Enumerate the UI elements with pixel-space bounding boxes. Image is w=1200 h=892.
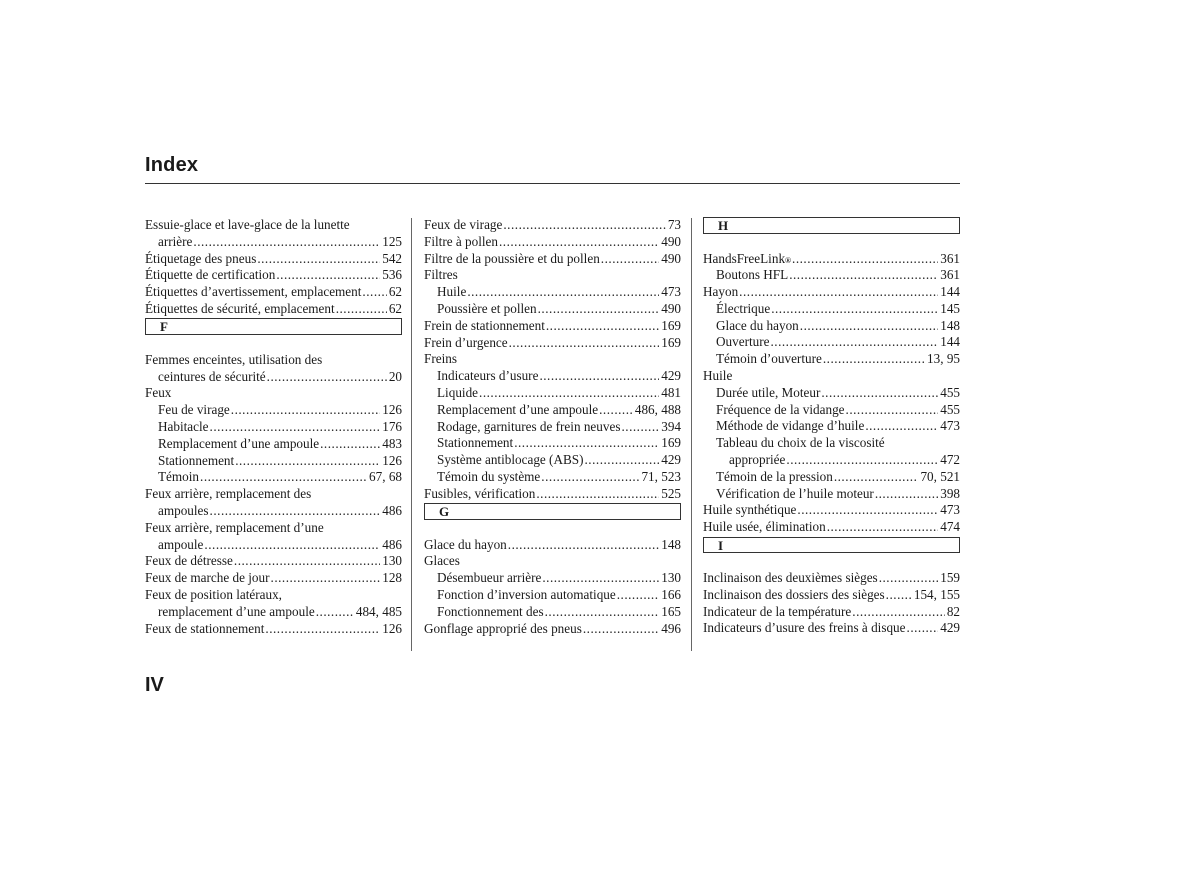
page-reference: 398 <box>940 485 960 501</box>
dot-leader <box>514 435 659 452</box>
section-letter-header <box>703 537 960 554</box>
index-subentry <box>424 587 681 604</box>
index-subentry <box>703 301 960 318</box>
entry-label: Gonflage approprié des pneus <box>424 620 582 636</box>
section-letter: H <box>718 218 729 233</box>
page-reference: 455 <box>940 401 960 417</box>
dot-leader <box>865 418 938 435</box>
dot-leader <box>508 537 659 554</box>
page-reference: 490 <box>661 233 681 249</box>
entry-label: Désembueur arrière <box>437 570 542 586</box>
section-letter: G <box>439 504 450 520</box>
title-rule <box>145 183 960 184</box>
index-subentry <box>424 469 681 486</box>
index-entry <box>703 368 960 385</box>
index-subentry <box>424 368 681 385</box>
entry-label: Filtres <box>424 267 458 283</box>
dot-leader <box>271 570 381 587</box>
index-column-3 <box>703 217 960 637</box>
entry-label: Stationnement <box>437 435 514 451</box>
entry-label: Durée utile, Moteur <box>716 384 821 400</box>
dot-leader <box>545 604 660 621</box>
page-reference: 82 <box>946 603 960 619</box>
entry-label: Ouverture <box>716 334 770 350</box>
page-reference: 128 <box>382 570 402 586</box>
page-reference: 13, 95 <box>927 351 960 367</box>
index-entry <box>145 621 402 638</box>
index-subentry <box>703 418 960 435</box>
index-entry <box>424 234 681 251</box>
entry-label: Fusibles, vérification <box>424 485 536 501</box>
dot-leader <box>509 335 660 352</box>
entry-label: Huile synthétique <box>703 502 797 518</box>
entry-label: Freins <box>424 351 457 367</box>
page-reference: 429 <box>661 368 681 384</box>
index-column-2 <box>424 217 681 637</box>
entry-label: Indicateurs d’usure des freins à disque <box>703 620 906 636</box>
entry-label: Témoin de la pression <box>716 468 833 484</box>
index-entry <box>703 604 960 621</box>
entry-label: Huile <box>437 284 467 300</box>
page-reference: 67, 68 <box>369 469 402 485</box>
dot-leader <box>541 469 639 486</box>
dot-leader <box>536 486 659 503</box>
entry-label: Filtre de la poussière et du pollen <box>424 250 600 266</box>
column-divider <box>411 218 412 651</box>
index-subentry <box>424 402 681 419</box>
entry-label: Fonction d’inversion automatique <box>437 586 616 602</box>
dot-leader <box>786 452 938 469</box>
entry-label: Glace du hayon <box>716 317 799 333</box>
dot-leader <box>583 621 659 638</box>
dot-leader <box>204 537 380 554</box>
page-reference: 145 <box>940 300 960 316</box>
entry-label: Indicateurs d’usure <box>437 368 539 384</box>
entry-label: Huile <box>703 368 733 384</box>
index-entry <box>145 301 402 318</box>
index-column-1 <box>145 217 402 637</box>
index-subentry <box>703 469 960 486</box>
entry-label: Remplacement d’une ampoule <box>437 401 599 417</box>
index-subentry <box>703 318 960 335</box>
dot-leader <box>499 234 659 251</box>
index-entry <box>424 251 681 268</box>
section-letter: I <box>718 537 724 553</box>
index-entry <box>424 486 681 503</box>
index-subentry <box>424 419 681 436</box>
entry-label: Inclinaison des dossiers des sièges <box>703 586 885 602</box>
dot-leader <box>231 402 380 419</box>
dot-leader <box>771 301 938 318</box>
dot-leader <box>479 385 659 402</box>
entry-label: Étiquettes d’avertissement, emplacement <box>145 284 362 300</box>
section-letter-header <box>424 503 681 520</box>
column-divider <box>691 218 692 651</box>
index-subentry <box>145 453 402 470</box>
entry-label: Feux de marche de jour <box>145 570 270 586</box>
page-title: Index <box>145 154 199 176</box>
index-subentry <box>703 267 960 284</box>
page-reference: 429 <box>940 620 960 636</box>
page-reference: 473 <box>661 284 681 300</box>
entry-label: Glace du hayon <box>424 536 507 552</box>
index-subentry <box>424 385 681 402</box>
page-reference: 62 <box>388 284 402 300</box>
index-entry <box>703 502 960 519</box>
page-number: IV <box>145 674 164 696</box>
entry-label: Frein d’urgence <box>424 334 508 350</box>
dot-leader <box>875 486 938 503</box>
entry-label: Femmes enceintes, utilisation des <box>145 351 323 367</box>
index-subentry <box>145 436 402 453</box>
entry-label: Feux de position latéraux, <box>145 586 282 602</box>
entry-label: Liquide <box>437 384 479 400</box>
entry-label: Fréquence de la vidange <box>716 401 845 417</box>
index-subentry <box>703 435 960 452</box>
index-subentry <box>145 234 402 251</box>
dot-leader <box>234 553 380 570</box>
index-subentry <box>424 604 681 621</box>
page-reference: 486 <box>382 536 402 552</box>
index-subentry <box>703 486 960 503</box>
dot-leader <box>316 604 354 621</box>
index-entry <box>424 621 681 638</box>
index-entry <box>424 553 681 570</box>
index-entry <box>145 587 402 604</box>
page-reference: 429 <box>661 452 681 468</box>
index-entry <box>424 537 681 554</box>
dot-leader <box>200 469 367 486</box>
entry-label: Huile usée, élimination <box>703 519 826 535</box>
page-reference: 490 <box>661 300 681 316</box>
entry-label: Stationnement <box>158 452 235 468</box>
page-reference: 484, 485 <box>355 603 402 619</box>
index-subentry <box>703 334 960 351</box>
dot-leader <box>210 503 381 520</box>
entry-label: Essuie-glace et lave-glace de la lunette <box>145 217 350 232</box>
entry-label: Feux arrière, remplacement d’une <box>145 519 324 535</box>
entry-label: Feux arrière, remplacement des <box>145 486 312 502</box>
entry-label: Feux de virage <box>424 217 503 232</box>
page-reference: 154, 155 <box>913 586 960 602</box>
page-reference: 169 <box>661 317 681 333</box>
page-reference: 542 <box>382 250 402 266</box>
section-letter-header <box>703 217 960 234</box>
entry-label: Étiquette de certification <box>145 267 276 283</box>
index-entry <box>145 385 402 402</box>
dot-leader <box>539 368 659 385</box>
page-reference: 486, 488 <box>634 401 681 417</box>
index-subentry <box>145 419 402 436</box>
entry-label: Frein de stationnement <box>424 317 545 333</box>
page-reference: 169 <box>661 435 681 451</box>
index-subentry <box>703 385 960 402</box>
entry-label: Remplacement d’une ampoule <box>158 435 320 451</box>
dot-leader <box>503 217 665 234</box>
page-reference: 126 <box>382 620 402 636</box>
entry-label: Hayon <box>703 284 739 300</box>
entry-label: Poussière et pollen <box>437 300 537 316</box>
page-reference: 496 <box>661 620 681 636</box>
page-reference: 148 <box>940 317 960 333</box>
page-reference: 144 <box>940 284 960 300</box>
entry-label: appropriée <box>729 452 786 468</box>
dot-leader <box>538 301 660 318</box>
page-reference: 71, 523 <box>641 468 681 484</box>
index-subentry <box>424 284 681 301</box>
entry-label: Filtre à pollen <box>424 233 498 249</box>
index-subentry <box>145 503 402 520</box>
entry-label: Feu de virage <box>158 402 230 418</box>
index-entry <box>424 217 681 234</box>
section-letter: F <box>160 319 168 335</box>
entry-label: ceintures de sécurité <box>158 368 266 384</box>
page-reference: 169 <box>661 334 681 350</box>
dot-leader <box>792 251 938 268</box>
dot-leader <box>739 284 938 301</box>
page-reference: 361 <box>940 267 960 283</box>
page-reference: 130 <box>382 553 402 569</box>
page-reference: 536 <box>382 267 402 283</box>
index-entry <box>145 570 402 587</box>
index-entry <box>145 217 402 234</box>
page-reference: 394 <box>661 418 681 434</box>
page-reference: 73 <box>667 217 681 232</box>
entry-label: Vérification de l’huile moteur <box>716 485 874 501</box>
entry-label: Feux de stationnement <box>145 620 265 636</box>
index-entry <box>145 251 402 268</box>
dot-leader <box>276 267 380 284</box>
index-entry <box>424 335 681 352</box>
entry-label: Indicateur de la température <box>703 603 852 619</box>
entry-label: Témoin du système <box>437 468 541 484</box>
entry-label: Système antiblocage (ABS) <box>437 452 584 468</box>
entry-label: Étiquetage des pneus <box>145 250 257 266</box>
dot-leader <box>621 419 659 436</box>
entry-label: Fonctionnement des <box>437 603 544 619</box>
page-reference: 483 <box>382 435 402 451</box>
index-subentry <box>424 570 681 587</box>
index-entry <box>703 570 960 587</box>
page-reference: 455 <box>940 384 960 400</box>
entry-label: Inclinaison des deuxièmes sièges <box>703 570 878 586</box>
index-subentry <box>145 402 402 419</box>
index-entry <box>145 520 402 537</box>
dot-leader <box>599 402 633 419</box>
index-entry <box>145 284 402 301</box>
dot-leader <box>800 318 938 335</box>
section-letter-header <box>145 318 402 335</box>
index-subentry <box>145 469 402 486</box>
index-subentry <box>424 452 681 469</box>
page-reference: 20 <box>388 368 402 384</box>
page-reference: 166 <box>661 586 681 602</box>
dot-leader <box>193 234 380 251</box>
dot-leader <box>852 604 945 621</box>
index-subentry <box>703 402 960 419</box>
dot-leader <box>789 267 938 284</box>
page-reference: 473 <box>940 502 960 518</box>
entry-label: HandsFreeLink <box>703 250 786 266</box>
index-subentry <box>703 351 960 368</box>
dot-leader <box>827 519 939 536</box>
entry-label: Témoin <box>158 469 200 485</box>
page-reference: 176 <box>382 418 402 434</box>
dot-leader <box>617 587 659 604</box>
dot-leader <box>797 502 938 519</box>
dot-leader <box>467 284 659 301</box>
entry-label: Tableau du choix de la viscosité <box>716 435 885 451</box>
entry-label: Étiquettes de sécurité, emplacement <box>145 300 335 316</box>
page-reference: 490 <box>661 250 681 266</box>
dot-leader <box>257 251 380 268</box>
entry-label: Glaces <box>424 553 460 569</box>
entry-label: Feux de détresse <box>145 553 233 569</box>
index-entry: HandsFreeLink ® ..... 361 <box>703 251 960 268</box>
page-reference: 148 <box>661 536 681 552</box>
entry-label: ampoule <box>158 536 204 552</box>
dot-leader <box>846 402 939 419</box>
dot-leader <box>823 351 925 368</box>
index-entry <box>424 318 681 335</box>
page-reference: 165 <box>661 603 681 619</box>
dot-leader <box>879 570 939 587</box>
dot-leader <box>886 587 912 604</box>
index-subentry <box>145 369 402 386</box>
index-subentry <box>145 537 402 554</box>
entry-label: Rodage, garnitures de frein neuves <box>437 418 621 434</box>
page-reference: 474 <box>940 519 960 535</box>
entry-label: ampoules <box>158 502 209 518</box>
entry-label: remplacement d’une ampoule <box>158 603 315 619</box>
dot-leader <box>834 469 919 486</box>
dot-leader <box>542 570 659 587</box>
index-entry <box>703 519 960 536</box>
index-entry <box>145 553 402 570</box>
page-reference: 125 <box>382 233 402 249</box>
entry-label: Habitacle <box>158 418 209 434</box>
page-reference: 159 <box>940 570 960 586</box>
page-reference: 525 <box>661 485 681 501</box>
page-reference: 361 <box>940 250 960 266</box>
page-reference: 481 <box>661 384 681 400</box>
entry-label: Électrique <box>716 300 771 316</box>
page-reference: 144 <box>940 334 960 350</box>
dot-leader <box>336 301 387 318</box>
dot-leader <box>546 318 659 335</box>
index-subentry <box>145 604 402 621</box>
index-entry <box>424 351 681 368</box>
page-reference: 473 <box>940 418 960 434</box>
page-reference: 126 <box>382 402 402 418</box>
entry-label: Méthode de vidange d’huile <box>716 418 865 434</box>
dot-leader <box>821 385 938 402</box>
dot-leader <box>320 436 380 453</box>
entry-label: Boutons HFL <box>716 267 789 283</box>
dot-leader <box>235 453 380 470</box>
index-subentry <box>424 301 681 318</box>
dot-leader <box>267 369 387 386</box>
page-reference: 70, 521 <box>920 468 960 484</box>
page-reference: 126 <box>382 452 402 468</box>
dot-leader <box>362 284 386 301</box>
index-entry <box>703 284 960 301</box>
dot-leader <box>585 452 660 469</box>
page-reference: 62 <box>388 300 402 316</box>
dot-leader <box>601 251 659 268</box>
index-entry <box>424 267 681 284</box>
index-subentry <box>424 435 681 452</box>
dot-leader <box>265 621 380 638</box>
index-entry <box>145 486 402 503</box>
dot-leader <box>210 419 381 436</box>
entry-label: Feux <box>145 385 172 401</box>
page-reference: 486 <box>382 502 402 518</box>
page-reference: 472 <box>940 452 960 468</box>
index-entry <box>145 352 402 369</box>
page-reference: 130 <box>661 570 681 586</box>
index-entry <box>703 587 960 604</box>
index-subentry <box>703 452 960 469</box>
entry-label: arrière <box>158 233 193 249</box>
index-entry <box>145 267 402 284</box>
entry-label: Témoin d’ouverture <box>716 351 822 367</box>
index-entry <box>703 620 960 637</box>
dot-leader <box>907 620 939 637</box>
dot-leader <box>770 334 938 351</box>
